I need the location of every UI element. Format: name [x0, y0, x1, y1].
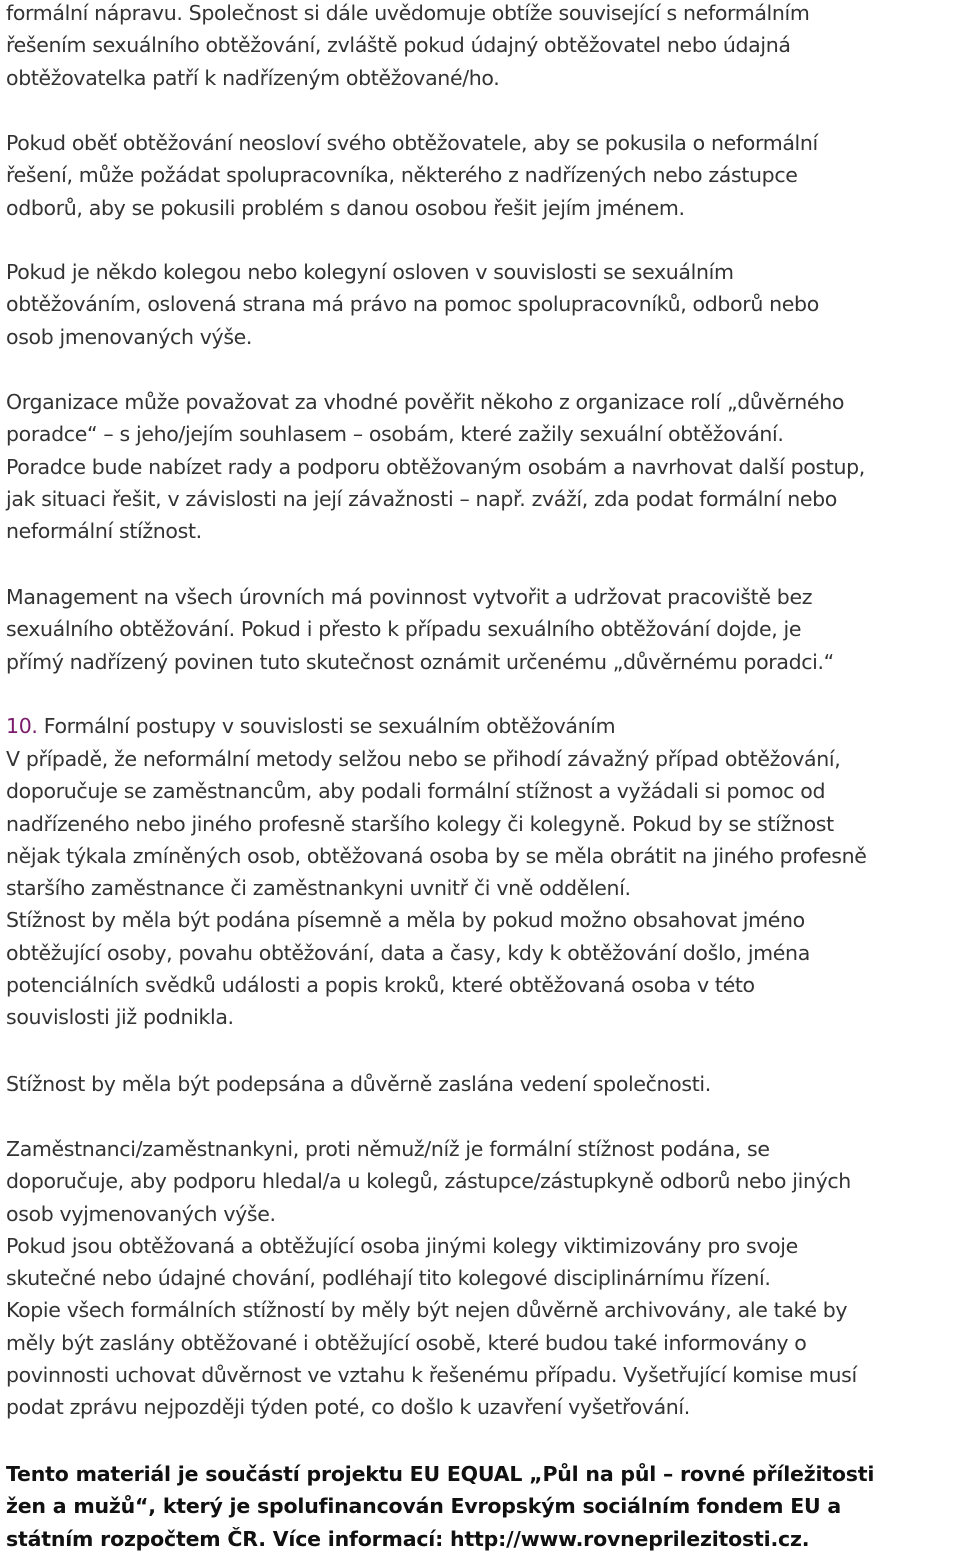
text-line: poradce“ – s jeho/jejím souhlasem – osobám, které zažily sexuální obtěžování. [6, 422, 784, 447]
text-line: potenciálních svědků události a popis kroků, které obtěžovaná osoba v této [6, 973, 755, 998]
footer-line: státním rozpočtem ČR. Více informací: http://www.rovneprilezitosti.cz. [6, 1526, 810, 1551]
text-line: Stížnost by měla být podepsána a důvěrně zaslána vedení společnosti. [6, 1072, 711, 1096]
text-line: staršího zaměstnance či zaměstnankyni uvnitř či vně oddělení. [6, 876, 631, 901]
text-line: Pokud jsou obtěžovaná a obtěžující osoba jinými kolegy viktimizovány pro svoje [6, 1233, 798, 1258]
text-line: měly být zaslány obtěžované i obtěžující osobě, které budou také informovány o [6, 1330, 807, 1355]
text-line: souvislosti již podnikla. [6, 1005, 234, 1030]
section-heading-line [6, 710, 956, 742]
text-line: přímý nadřízený povinen tuto skutečnost oznámit určenému „důvěrnému poradci.“ [6, 649, 834, 674]
footer-line: žen a mužů“, který je spolufinancován Evropským sociálním fondem EU a [6, 1494, 842, 1519]
text-line: obtěžující osoby, povahu obtěžování, data a časy, kdy k obtěžování došlo, jména [6, 940, 810, 965]
section-heading [6, 710, 956, 742]
text-line: Zaměstnanci/zaměstnankyni, proti němuž/níž je formální stížnost podána, se [6, 1137, 770, 1161]
footer-line: Tento materiál je součástí projektu EU EQUAL „Půl na půl – rovné příležitosti [6, 1462, 875, 1486]
text-line: V případě, že neformální metody selžou nebo se přihodí závažný případ obtěžování, [6, 747, 841, 771]
text-line: Management na všech úrovních má povinnost vytvořit a udržovat pracoviště bez [6, 585, 813, 609]
text-line: Poradce bude nabízet rady a podporu obtěžovaným osobám a navrhovat další postup, [6, 454, 865, 479]
text-line: Stížnost by měla být podána písemně a měla by pokud možno obsahovat jméno [6, 908, 805, 933]
text-line: nějak týkala zmíněných osob, obtěžovaná osoba by se měla obrátit na jiného profesně [6, 843, 867, 868]
paragraph-formal-complaint [6, 743, 956, 1034]
text-line: obtěžovatelka patří k nadřízeným obtěžované/ho. [6, 65, 500, 90]
text-line: odborů, aby se pokusili problém s danou osobou řešit jejím jménem. [6, 195, 685, 220]
text-line: Pokud oběť obtěžování neosloví svého obtěžovatele, aby se pokusila o neformální [6, 131, 818, 155]
text-line: doporučuje se zaměstnancům, aby podali formální stížnost a vyžádali si pomoc od [6, 779, 826, 804]
text-line: řešení, může požádat spolupracovníka, některého z nadřízených nebo zástupce [6, 163, 798, 188]
text-line: formální nápravu. Společnost si dále uvědomuje obtíže související s neformálním [6, 1, 810, 25]
text-line: skutečné nebo údajné chování, podléhají tito kolegové disciplinárnímu řízení. [6, 1266, 771, 1291]
paragraph-colleague-help [6, 256, 956, 353]
paragraph-victim-request [6, 127, 956, 224]
paragraph-informal-remedy [6, 0, 956, 94]
text-line: sexuálního obtěžování. Pokud i přesto k případu sexuálního obtěžování dojde, je [6, 617, 802, 642]
paragraph-signed-complaint [6, 1068, 956, 1100]
footer-project-note [6, 1458, 956, 1555]
text-line: neformální stížnost. [6, 519, 202, 544]
section-title: Formální postupy v souvislosti se sexuálním obtěžováním [43, 714, 616, 738]
text-line: doporučuje, aby podporu hledal/a u kolegů, zástupce/zástupkyně odborů nebo jiných [6, 1169, 851, 1194]
text-line: jak situaci řešit, v závislosti na její závažnosti – např. zváží, zda podat formální nebo [6, 486, 837, 511]
text-line: povinnosti uchovat důvěrnost ve vztahu k řešenému případu. Vyšetřující komise musí [6, 1363, 857, 1388]
paragraph-accused-support [6, 1133, 956, 1424]
text-line: osob vyjmenovaných výše. [6, 1201, 276, 1226]
text-line: nadřízeného nebo jiného profesně staršího kolegy či kolegyně. Pokud by se stížnost [6, 811, 834, 836]
paragraph-confidential-advisor [6, 386, 956, 547]
paragraph-management-duty [6, 581, 956, 678]
text-line: Kopie všech formálních stížností by měly být nejen důvěrně archivovány, ale také by [6, 1298, 848, 1323]
section-number: 10. [6, 714, 38, 738]
text-line: Organizace může považovat za vhodné pověřit někoho z organizace rolí „důvěrného [6, 390, 845, 414]
text-line: řešením sexuálního obtěžování, zvláště pokud údajný obtěžovatel nebo údajná [6, 33, 791, 58]
text-line: obtěžováním, oslovená strana má právo na pomoc spolupracovníků, odborů nebo [6, 292, 819, 317]
text-line: Pokud je někdo kolegou nebo kolegyní osloven v souvislosti se sexuálním [6, 260, 734, 284]
text-line: podat zprávu nejpozději týden poté, co došlo k uzavření vyšetřování. [6, 1395, 690, 1420]
text-line: osob jmenovaných výše. [6, 324, 253, 349]
